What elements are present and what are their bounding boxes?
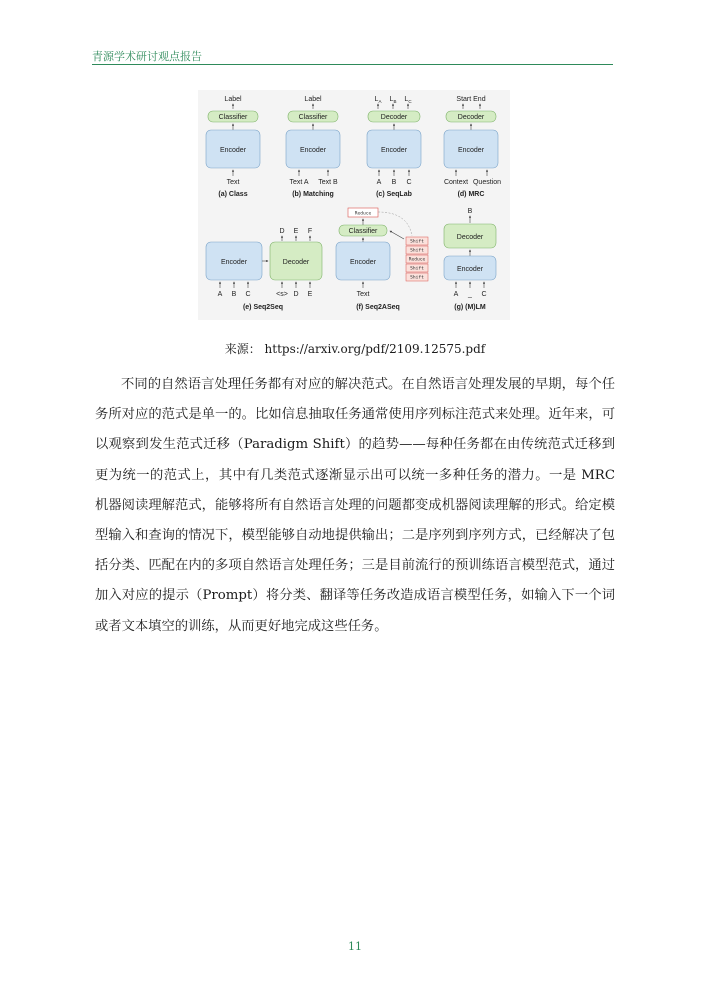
mlm-input-3: C xyxy=(481,291,487,298)
seq2seq-output-2: E xyxy=(293,228,299,235)
mrc-caption: (d) MRC xyxy=(457,191,485,198)
seq2seq-decoder-label: Decoder xyxy=(282,259,310,266)
matching-input-a: Text A xyxy=(289,179,309,186)
mlm-input-1: A xyxy=(453,291,459,298)
seq2seq-decoder-input-3: E xyxy=(307,291,313,298)
seq2seq-decoder-input-2: D xyxy=(293,291,299,298)
panel-mlm xyxy=(444,208,496,311)
seqlab-input-2: B xyxy=(391,179,397,186)
seq2aseq-encoder-label: Encoder xyxy=(349,259,377,266)
seq2aseq-input-label: Text xyxy=(356,291,370,298)
action-stack-item: Shift xyxy=(410,266,424,272)
seq2aseq-caption: (f) Seq2ASeq xyxy=(356,304,400,311)
seqlab-decoder-label: Decoder xyxy=(380,114,408,121)
mrc-top-label: Start End xyxy=(456,96,486,103)
mrc-input-b: Question xyxy=(472,179,502,186)
panel-seq2seq xyxy=(206,228,322,311)
panel-class xyxy=(206,96,260,198)
action-stack-item: Shift xyxy=(410,275,424,281)
matching-caption: (b) Matching xyxy=(292,191,334,198)
seqlab-top-3: $L_C$ xyxy=(404,96,412,104)
paradigm-diagram xyxy=(198,90,510,320)
action-stack-item: Shift xyxy=(410,248,424,254)
class-encoder-label: Encoder xyxy=(219,147,247,154)
report-header: 青源学术研讨观点报告 xyxy=(92,50,202,63)
seqlab-top-2: $L_B$ xyxy=(389,96,397,104)
seq2seq-input-2: B xyxy=(231,291,237,298)
seqlab-input-3: C xyxy=(406,179,412,186)
seq2seq-encoder-label: Encoder xyxy=(220,259,248,266)
mrc-encoder-label: Encoder xyxy=(457,147,485,154)
panel-seqlab xyxy=(367,96,421,198)
figure-source-caption: 来源： https://arxiv.org/pdf/2109.12575.pdf xyxy=(224,342,486,356)
seqlab-input-1: A xyxy=(376,179,382,186)
matching-input-b: Text B xyxy=(318,179,338,186)
seq2seq-input-1: A xyxy=(217,291,223,298)
seq2aseq-classifier-label: Classifier xyxy=(348,228,378,235)
seq2seq-output-1: D xyxy=(279,228,285,235)
body-paragraph: 不同的自然语言处理任务都有对应的解决范式。在自然语言处理发展的早期，每个任务所对应的范式是单一的。比如信息抽取任务通常使用序列标注范式来处理。近年来，可以观察到发生范式迁移（Paradigm Shift）的趋势——每种任务都在由传统范式迁移到更为统一的范式上，其中有几类范式逐渐显示出可以统一多种任务的潜力。一是 MRC 机器阅读理解范式，能够将所有自然语言处理的问题都变成机器阅读理解的形式。给定模型输入和查询的情况下，模型能够自动地提供输出；二是序列到序列方式，已经解决了包括分类、匹配在内的多项自然语言处理任务；三是目前流行的预训练语言模型范式，通过加入对应的提示（Prompt）将分类、翻译等任务改造成语言模型任务，如输入下一个词或者文本填空的训练，从而更好地完成这些任务。 xyxy=(95,377,615,634)
paradigm-figure xyxy=(198,90,510,320)
class-input-label: Text xyxy=(226,179,240,186)
mlm-caption: (g) (M)LM xyxy=(454,304,486,311)
matching-encoder-label: Encoder xyxy=(299,147,327,154)
seq2aseq-reduce-label: Reduce xyxy=(354,211,372,217)
action-stack xyxy=(406,237,428,281)
mlm-encoder-label: Encoder xyxy=(456,266,484,273)
class-classifier-label: Classifier xyxy=(218,114,248,121)
seqlab-encoder-label: Encoder xyxy=(380,147,408,154)
body-text xyxy=(95,370,615,642)
seqlab-top-1: $L_A$ xyxy=(374,96,382,104)
mlm-decoder-label: Decoder xyxy=(456,234,484,241)
class-caption: (a) Class xyxy=(218,191,248,198)
matching-top-label: Label xyxy=(304,96,322,103)
page-number: 11 xyxy=(348,940,362,953)
matching-classifier-label: Classifier xyxy=(298,114,328,121)
mlm-top-label: B xyxy=(467,208,473,215)
mrc-input-a: Context xyxy=(443,179,469,186)
seq2seq-decoder-input-1: <s> xyxy=(276,291,288,298)
seqlab-caption: (c) SeqLab xyxy=(376,191,412,198)
action-stack-item: Reduce xyxy=(408,257,426,263)
class-top-label: Label xyxy=(224,96,242,103)
panel-seq2aseq xyxy=(336,208,428,311)
seq2seq-input-3: C xyxy=(245,291,251,298)
header-rule xyxy=(92,64,613,65)
panel-mrc xyxy=(444,96,501,198)
seq2seq-caption: (e) Seq2Seq xyxy=(242,304,284,311)
action-stack-item: Shift xyxy=(410,239,424,245)
mrc-decoder-label: Decoder xyxy=(457,114,485,121)
panel-matching xyxy=(286,96,340,198)
mlm-input-2: _ xyxy=(468,291,472,298)
seq2seq-output-3: F xyxy=(307,228,313,235)
